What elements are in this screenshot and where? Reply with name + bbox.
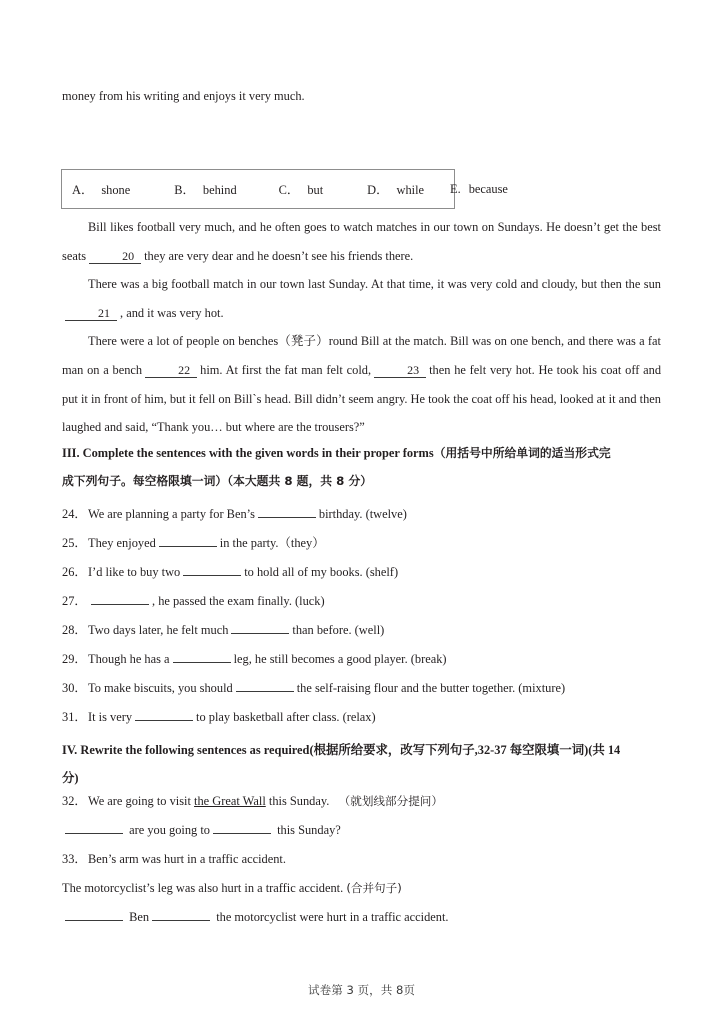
question-33 xyxy=(62,845,663,874)
section-iv-heading-line2-text: 分) xyxy=(62,771,79,785)
cloze-p2-text-a: There was a big football match in our town last Sunday. At that time, it was very cold and cloudy, but then the sun xyxy=(88,277,661,292)
question-28-post: than before. (well) xyxy=(292,623,385,637)
option-d-text: while xyxy=(396,183,425,197)
question-33-blank-2[interactable] xyxy=(152,909,210,921)
question-26-pre: I’d like to buy two xyxy=(88,565,181,579)
option-c[interactable] xyxy=(279,180,324,198)
question-27-blank[interactable] xyxy=(91,593,149,605)
cloze-p1-text-a: Bill likes football very much, and he often goes to watch matches in our town on Sundays. He doesn’t get the best seats xyxy=(62,220,661,263)
question-30-pre: To make biscuits, you should xyxy=(88,681,233,695)
question-32-pre: We are going to visit xyxy=(88,794,191,808)
question-32-answer-mid: are you going to xyxy=(129,823,210,837)
option-b-text: behind xyxy=(202,183,237,197)
word-bank-options xyxy=(62,170,508,208)
question-24-blank[interactable] xyxy=(258,506,316,518)
cloze-p3-text-a: There were a lot of people on benches（凳子）round Bill at the match. Bill was on one bench, and there was a fat man on a bench xyxy=(62,334,661,377)
question-33-number: 33． xyxy=(62,852,87,866)
cloze-blank-20[interactable]: 20 xyxy=(89,249,141,264)
question-33-line2 xyxy=(62,874,663,903)
question-28-pre: Two days later, he felt much xyxy=(88,623,229,637)
option-a-label: A． xyxy=(72,183,94,197)
question-32-blank-1[interactable] xyxy=(65,822,123,834)
cloze-passage xyxy=(62,213,661,442)
question-26-post: to hold all of my books. (shelf) xyxy=(244,565,399,579)
question-30 xyxy=(62,674,663,703)
question-27-post: , he passed the exam finally. (luck) xyxy=(152,594,325,608)
cloze-p2-text-b: , and it was very hot. xyxy=(120,305,224,320)
section-iii-heading xyxy=(62,439,663,468)
question-31 xyxy=(62,703,663,732)
cloze-p1-text-b: they are very dear and he doesn’t see his friends there. xyxy=(144,248,414,263)
option-d-label: D． xyxy=(367,183,389,197)
cloze-blank-22[interactable]: 22 xyxy=(145,363,197,378)
question-31-blank[interactable] xyxy=(135,709,193,721)
option-b[interactable] xyxy=(174,180,236,198)
question-26-number: 26． xyxy=(62,565,87,579)
question-28 xyxy=(62,616,663,645)
section-iv-heading xyxy=(62,736,663,765)
question-30-post: the self-raising flour and the butter together. (mixture) xyxy=(296,681,566,695)
continued-sentence: money from his writing and enjoys it very much. xyxy=(62,89,305,103)
question-28-blank[interactable] xyxy=(231,622,289,634)
question-33-line2-text: The motorcyclist’s leg was also hurt in a traffic accident. xyxy=(62,881,344,895)
option-a-text: shone xyxy=(101,183,131,197)
question-32-post: this Sunday. xyxy=(268,794,330,808)
question-31-number: 31． xyxy=(62,710,87,724)
cloze-p3-text-b: him. At first the fat man felt cold, xyxy=(200,362,372,377)
question-25-post: in the party.（they） xyxy=(219,536,325,550)
question-33-instruction: (合并句子) xyxy=(346,881,402,895)
question-32-instruction: （就划线部分提问） xyxy=(338,794,443,808)
section-iii-heading-line2 xyxy=(62,467,663,496)
question-29 xyxy=(62,645,663,674)
question-31-pre: It is very xyxy=(88,710,133,724)
question-28-number: 28． xyxy=(62,623,87,637)
question-29-number: 29． xyxy=(62,652,87,666)
section-iii-heading-en: III. Complete the sentences with the given words in their proper forms xyxy=(62,446,434,460)
question-33-blank-1[interactable] xyxy=(65,909,123,921)
cloze-paragraph-3 xyxy=(62,327,661,441)
question-32-answer-end: this Sunday? xyxy=(277,823,341,837)
question-25-blank[interactable] xyxy=(159,535,217,547)
question-33-answer-mid: Ben xyxy=(129,910,150,924)
option-b-label: B． xyxy=(174,183,195,197)
question-32-number: 32． xyxy=(62,794,87,808)
question-24-post: birthday. (twelve) xyxy=(318,507,407,521)
question-26-blank[interactable] xyxy=(183,564,241,576)
option-e[interactable] xyxy=(450,182,508,197)
question-25 xyxy=(62,529,663,558)
option-e-text: because xyxy=(468,181,508,196)
question-31-post: to play basketball after class. (relax) xyxy=(196,710,376,724)
question-25-pre: They enjoyed xyxy=(88,536,156,550)
option-a[interactable] xyxy=(72,180,130,198)
question-27-number: 27． xyxy=(62,594,87,608)
question-33-answer-line xyxy=(62,903,663,932)
option-d[interactable] xyxy=(367,180,424,198)
question-33-answer-end: the motorcyclist were hurt in a traffic accident. xyxy=(216,910,449,924)
question-33-line1: Ben’s arm was hurt in a traffic accident. xyxy=(88,852,286,866)
page-footer: 试卷第 3 页，共 8页 xyxy=(308,983,415,997)
question-25-number: 25． xyxy=(62,536,87,550)
question-32-blank-2[interactable] xyxy=(213,822,271,834)
section-iv-heading-line1: IV. Rewrite the following sentences as required(根据所给要求，改写下列句子,32-37 每空限填一词)(共 14 xyxy=(62,743,621,757)
section-iii-heading-cn-1: （用括号中所给单词的适当形式完 xyxy=(433,446,611,460)
question-24-number: 24． xyxy=(62,507,87,521)
question-32-underlined-phrase: the Great Wall xyxy=(194,794,266,808)
cloze-paragraph-2 xyxy=(62,270,661,327)
question-27 xyxy=(62,587,663,616)
section-iii-heading-cn-2: 成下列句子。每空格限填一词）（本大题共 8 题，共 8 分） xyxy=(62,474,373,488)
cloze-blank-23[interactable]: 23 xyxy=(374,363,426,378)
question-26 xyxy=(62,558,663,587)
question-32-answer-line xyxy=(62,816,663,845)
option-c-label: C． xyxy=(278,183,300,197)
question-30-number: 30． xyxy=(62,681,87,695)
option-c-text: but xyxy=(307,183,324,197)
cloze-paragraph-1 xyxy=(62,213,661,270)
question-24-pre: We are planning a party for Ben’s xyxy=(88,507,255,521)
option-e-label: E. xyxy=(450,181,461,196)
word-bank-box xyxy=(61,169,508,209)
question-32 xyxy=(62,787,663,816)
cloze-p3-text-c: then he felt very hot. He took his coat off and put it in front of him, but it fell on Bill`s head. Bill didn’t seem angry. He took the coat off his head, looked at it and then laughed and said, “Thank you… but where are the trousers?” xyxy=(62,362,662,435)
cloze-blank-21[interactable]: 21 xyxy=(65,306,117,321)
question-29-blank[interactable] xyxy=(173,651,231,663)
question-29-pre: Though he has a xyxy=(88,652,170,666)
question-24 xyxy=(62,500,663,529)
question-29-post: leg, he still becomes a good player. (break) xyxy=(233,652,447,666)
question-30-blank[interactable] xyxy=(236,680,294,692)
